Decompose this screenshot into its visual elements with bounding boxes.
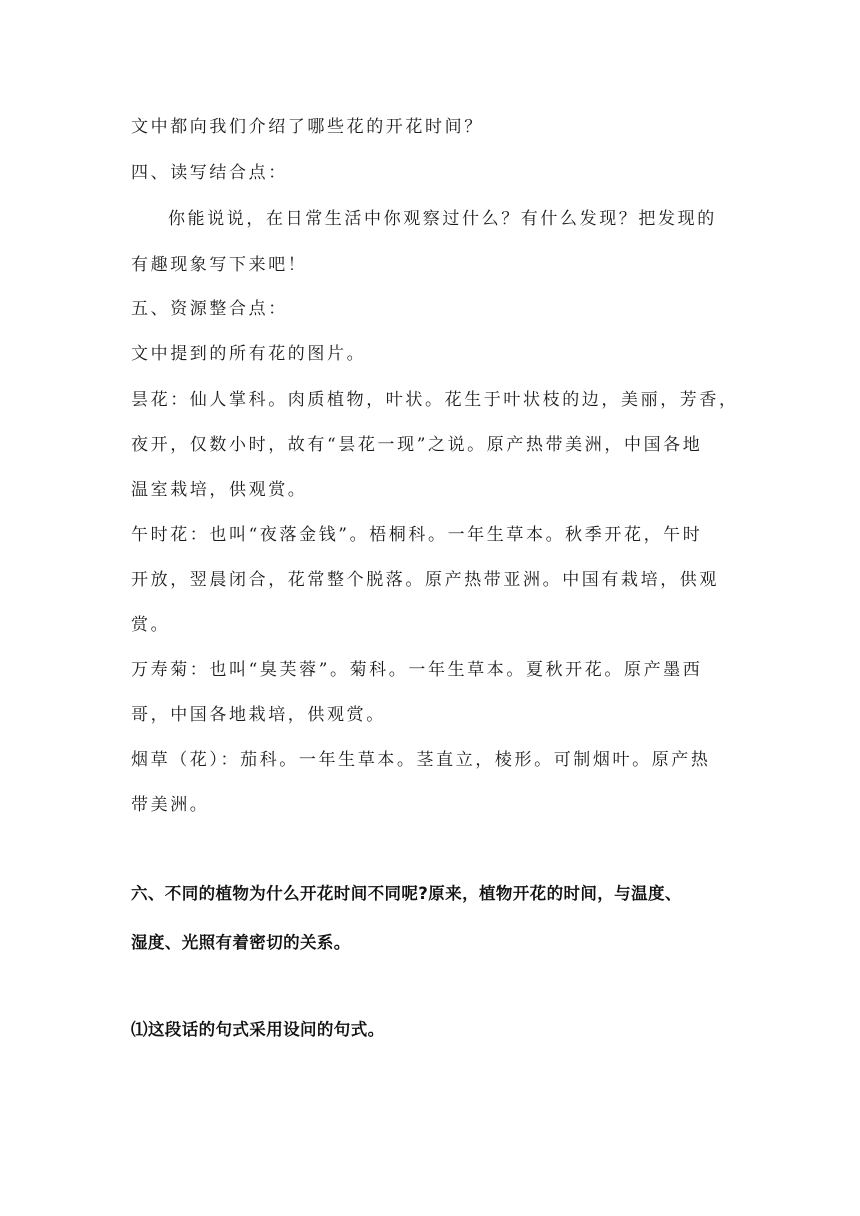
paragraph-line: 你能说说，在日常生活中你观察过什么？有什么发现？把发现的 — [168, 209, 717, 229]
entry-tanhua-line: 温室栽培，供观赏。 — [131, 480, 308, 500]
entry-tanhua-line: 夜开，仅数小时，故有“昙花一现”之说。原产热带美洲，中国各地 — [131, 435, 703, 455]
paragraph-line: 文中提到的所有花的图片。 — [131, 344, 367, 364]
entry-wushihua-line: 开放，翌晨闭合，花常整个脱落。原产热带亚洲。中国有栽培，供观 — [131, 570, 719, 590]
entry-wushihua-line: 赏。 — [131, 615, 171, 635]
paragraph-line: 有趣现象写下来吧！ — [131, 255, 308, 275]
question-line: 文中都向我们介绍了哪些花的开花时间？ — [131, 117, 484, 137]
entry-yancao-line: 烟草（花）：茄科。一年生草本。茎直立，棱形。可制烟叶。原产热 — [131, 750, 711, 770]
section-heading-reading-writing: 四、读写结合点： — [131, 163, 288, 183]
section-six-line: 六、不同的植物为什么开花时间不同呢?原来，植物开花的时间，与温度、 — [131, 884, 682, 903]
entry-wanshouju-line: 哥，中国各地栽培，供观赏。 — [131, 705, 386, 725]
entry-wushihua-line: 午时花：也叫“夜落金钱”。梧桐科。一年生草本。秋季开花，午时 — [131, 525, 703, 545]
entry-yancao-line: 带美洲。 — [131, 795, 210, 815]
section-heading-resources: 五、资源整合点： — [131, 299, 288, 319]
section-six-line: 湿度、光照有着密切的关系。 — [131, 933, 351, 952]
entry-tanhua-line: 昙花：仙人掌科。肉质植物，叶状。花生于叶状枝的边，美丽，芳香， — [131, 390, 739, 410]
sub-question-line: ⑴这段话的句式采用设问的句式。 — [131, 1020, 385, 1039]
entry-wanshouju-line: 万寿菊：也叫“臭芙蓉”。菊科。一年生草本。夏秋开花。原产墨西 — [131, 660, 703, 680]
